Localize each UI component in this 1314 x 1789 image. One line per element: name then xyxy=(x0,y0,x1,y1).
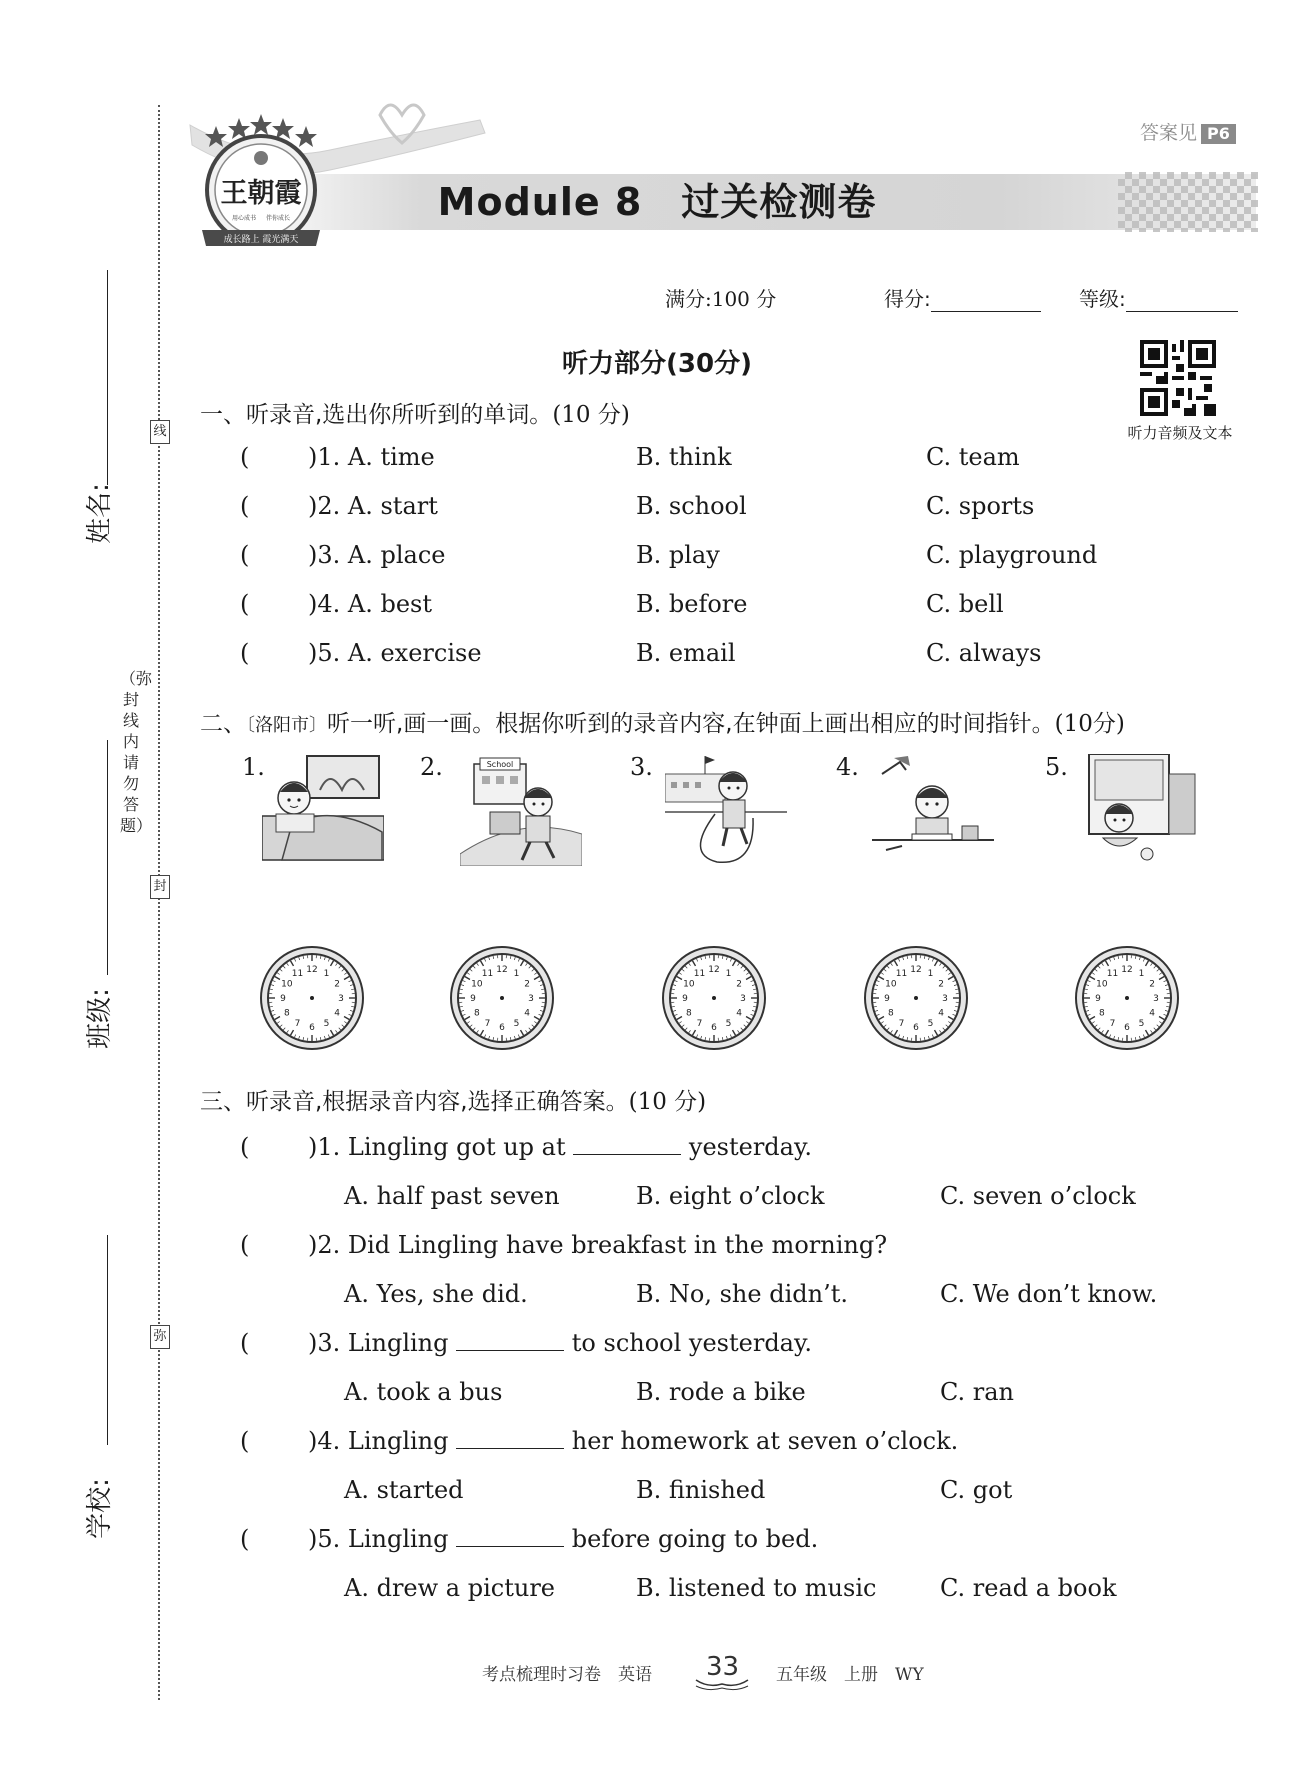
clock-number: 8 xyxy=(284,1008,290,1019)
class-label: 班级: xyxy=(84,988,115,1049)
clock-number: 4 xyxy=(938,1008,944,1019)
picture-boy-eating xyxy=(1075,754,1197,866)
clock-number: 10 xyxy=(281,979,293,990)
answer-paren[interactable]: ( xyxy=(240,541,250,569)
logo-band: 成长路上 霞光满天 xyxy=(223,235,299,245)
option-b: B. before xyxy=(636,590,748,618)
clock-number: 11 xyxy=(693,968,706,979)
clock-number: 5 xyxy=(513,1019,520,1030)
clock-number: 1 xyxy=(323,968,330,979)
question-stem: )3. Lingling to school yesterday. xyxy=(308,1329,812,1357)
seal-note: （弥封线内请勿答题） xyxy=(120,669,153,835)
answer-paren[interactable]: ( xyxy=(240,639,250,667)
clock-number: 8 xyxy=(474,1008,480,1019)
seal-box-feng: 封 xyxy=(150,875,170,899)
clock-number: 6 xyxy=(913,1023,919,1033)
option-c: C. seven o’clock xyxy=(940,1182,1136,1210)
question-stem: )5. Lingling before going to bed. xyxy=(308,1525,819,1553)
clock-number: 2 xyxy=(524,979,530,990)
pic-number-2: 2. xyxy=(420,753,443,781)
option-a: )3. A. place xyxy=(308,541,446,569)
clock-number: 9 xyxy=(682,994,688,1004)
answer-paren[interactable]: ( xyxy=(240,1329,250,1357)
option-c: C. playground xyxy=(926,541,1098,569)
clock-number: 11 xyxy=(291,968,304,979)
name-label: 姓名: xyxy=(84,483,115,544)
clock-number: 8 xyxy=(1099,1008,1105,1019)
page-footer xyxy=(0,1652,1314,1696)
option-c: C. bell xyxy=(926,590,1004,618)
option-b: B. finished xyxy=(636,1476,766,1504)
option-a: )4. A. best xyxy=(308,590,433,618)
clock-number: 5 xyxy=(1138,1019,1145,1030)
section1-title: 一、听录音,选出你所听到的单词。(10 分) xyxy=(200,402,630,428)
option-b: B. email xyxy=(636,639,736,667)
option-b: B. school xyxy=(636,492,747,520)
answer-reference xyxy=(1140,118,1236,145)
fill-blank[interactable] xyxy=(456,1328,564,1351)
option-a: A. drew a picture xyxy=(344,1574,555,1602)
picture-skipping-rope xyxy=(665,754,787,866)
book-icon xyxy=(694,1678,750,1692)
logo-text: 王朝霞 xyxy=(220,178,302,209)
logo-sub2: 伴你成长 xyxy=(265,215,291,222)
clock-face-2[interactable] xyxy=(448,944,556,1052)
question-stem: )4. Lingling her homework at seven o’clock. xyxy=(308,1427,959,1455)
clock-number: 5 xyxy=(725,1019,732,1030)
clock-number: 11 xyxy=(1106,968,1119,979)
option-c: C. team xyxy=(926,443,1020,471)
clock-number: 6 xyxy=(1124,1023,1130,1033)
clock-number: 4 xyxy=(1149,1008,1155,1019)
pic-number-4: 4. xyxy=(836,753,859,781)
option-c: C. read a book xyxy=(940,1574,1117,1602)
section2-title: 二、〔洛阳市〕听一听,画一画。根据你听到的录音内容,在钟面上画出相应的时间指针。(10分) xyxy=(200,711,1125,737)
clock-number: 6 xyxy=(711,1023,717,1033)
option-b: B. No, she didn’t. xyxy=(636,1280,848,1308)
clock-number: 11 xyxy=(895,968,908,979)
footer-right: 五年级 上册 WY xyxy=(776,1665,924,1685)
clock-number: 5 xyxy=(323,1019,330,1030)
clock-number: 2 xyxy=(736,979,742,990)
clock-number: 10 xyxy=(471,979,483,990)
clock-number: 4 xyxy=(524,1008,530,1019)
option-b: B. play xyxy=(636,541,720,569)
full-score: 满分:100 分 xyxy=(665,287,777,311)
level-label: 等级: xyxy=(1079,287,1126,311)
option-b: B. eight o’clock xyxy=(636,1182,825,1210)
clock-number: 4 xyxy=(334,1008,340,1019)
answer-paren[interactable]: ( xyxy=(240,1525,250,1553)
answer-paren[interactable]: ( xyxy=(240,443,250,471)
fill-blank[interactable] xyxy=(456,1426,564,1449)
clock-number: 1 xyxy=(927,968,934,979)
pic-number-1: 1. xyxy=(242,753,265,781)
option-a: )5. A. exercise xyxy=(308,639,482,667)
clock-face-5[interactable] xyxy=(1073,944,1181,1052)
qr-caption: 听力音频及文本 xyxy=(1127,424,1233,442)
option-a: A. started xyxy=(344,1476,464,1504)
clock-number: 3 xyxy=(942,994,948,1004)
option-a: )1. A. time xyxy=(308,443,435,471)
option-b: B. listened to music xyxy=(636,1574,877,1602)
class-blank[interactable] xyxy=(107,740,108,975)
clock-number: 4 xyxy=(736,1008,742,1019)
option-b: B. think xyxy=(636,443,732,471)
clock-number: 3 xyxy=(528,994,534,1004)
footer-left: 考点梳理时习卷 英语 xyxy=(482,1665,652,1685)
question-stem: )2. Did Lingling have breakfast in the morning? xyxy=(308,1231,888,1259)
answer-ref-text: 答案见 xyxy=(1140,122,1198,144)
pic-number-3: 3. xyxy=(630,753,653,781)
option-a: )2. A. start xyxy=(308,492,438,520)
clock-number: 2 xyxy=(938,979,944,990)
fill-blank[interactable] xyxy=(573,1132,681,1155)
page-title: Module 8 过关检测卷 xyxy=(437,180,877,224)
clock-number: 10 xyxy=(885,979,897,990)
option-c: C. ran xyxy=(940,1378,1015,1406)
pic-number-5: 5. xyxy=(1045,753,1068,781)
clock-number: 6 xyxy=(309,1023,315,1033)
clock-number: 10 xyxy=(1096,979,1108,990)
clock-number: 7 xyxy=(294,1019,301,1030)
clock-number: 1 xyxy=(725,968,732,979)
option-c: C. sports xyxy=(926,492,1035,520)
score-field xyxy=(884,283,1041,312)
clock-number: 12 xyxy=(306,965,318,975)
clock-face-1[interactable] xyxy=(258,944,366,1052)
clock-number: 9 xyxy=(280,994,286,1004)
clock-number: 12 xyxy=(910,965,922,975)
school-label: 学校: xyxy=(84,1478,115,1539)
option-c: C. always xyxy=(926,639,1042,667)
clock-number: 3 xyxy=(1153,994,1159,1004)
answer-ref-page: P6 xyxy=(1201,124,1236,144)
clock-number: 9 xyxy=(1095,994,1101,1004)
school-sign: School xyxy=(486,760,514,769)
picture-going-to-school xyxy=(460,754,582,866)
clock-number: 9 xyxy=(470,994,476,1004)
clock-number: 11 xyxy=(481,968,494,979)
section3-title: 三、听录音,根据录音内容,选择正确答案。(10 分) xyxy=(200,1089,707,1115)
listening-part-title: 听力部分(30分) xyxy=(562,349,752,379)
clock-number: 12 xyxy=(496,965,508,975)
clock-number: 12 xyxy=(708,965,720,975)
answer-paren[interactable]: ( xyxy=(240,1133,250,1161)
clock-number: 1 xyxy=(513,968,520,979)
fill-blank[interactable] xyxy=(456,1524,564,1547)
level-field xyxy=(1079,283,1238,312)
clock-number: 2 xyxy=(334,979,340,990)
answer-paren[interactable]: ( xyxy=(240,590,250,618)
score-label: 得分: xyxy=(884,287,931,311)
clock-number: 8 xyxy=(888,1008,894,1019)
option-a: A. Yes, she did. xyxy=(344,1280,528,1308)
question-stem: )1. Lingling got up at yesterday. xyxy=(308,1133,812,1161)
answer-paren[interactable]: ( xyxy=(240,1427,250,1455)
clock-face-4[interactable] xyxy=(862,944,970,1052)
school-blank[interactable] xyxy=(107,1235,108,1445)
option-a: A. took a bus xyxy=(344,1378,503,1406)
clock-number: 12 xyxy=(1121,965,1133,975)
seal-box-mi: 弥 xyxy=(150,1325,170,1349)
seal-box-xian: 线 xyxy=(150,420,170,444)
clock-number: 7 xyxy=(898,1019,905,1030)
score-blank[interactable] xyxy=(931,287,1041,312)
clock-number: 6 xyxy=(499,1023,505,1033)
clock-number: 5 xyxy=(927,1019,934,1030)
answer-paren[interactable]: ( xyxy=(240,492,250,520)
answer-paren[interactable]: ( xyxy=(240,1231,250,1259)
clock-number: 7 xyxy=(1109,1019,1116,1030)
clock-number: 9 xyxy=(884,994,890,1004)
clock-number: 1 xyxy=(1138,968,1145,979)
option-a: A. half past seven xyxy=(344,1182,560,1210)
clock-number: 3 xyxy=(740,994,746,1004)
clock-number: 8 xyxy=(686,1008,692,1019)
picture-boy-in-bed xyxy=(262,754,384,866)
option-b: B. rode a bike xyxy=(636,1378,806,1406)
picture-doing-homework xyxy=(872,754,994,866)
footer-page-number: 33 xyxy=(706,1652,740,1682)
clock-number: 3 xyxy=(338,994,344,1004)
clock-face-3[interactable] xyxy=(660,944,768,1052)
clock-number: 7 xyxy=(696,1019,703,1030)
clock-number: 7 xyxy=(484,1019,491,1030)
option-c: C. We don’t know. xyxy=(940,1280,1158,1308)
clock-number: 2 xyxy=(1149,979,1155,990)
option-c: C. got xyxy=(940,1476,1013,1504)
logo-sub1: 用心成书 xyxy=(231,215,257,222)
clock-number: 10 xyxy=(683,979,695,990)
level-blank[interactable] xyxy=(1126,287,1238,312)
